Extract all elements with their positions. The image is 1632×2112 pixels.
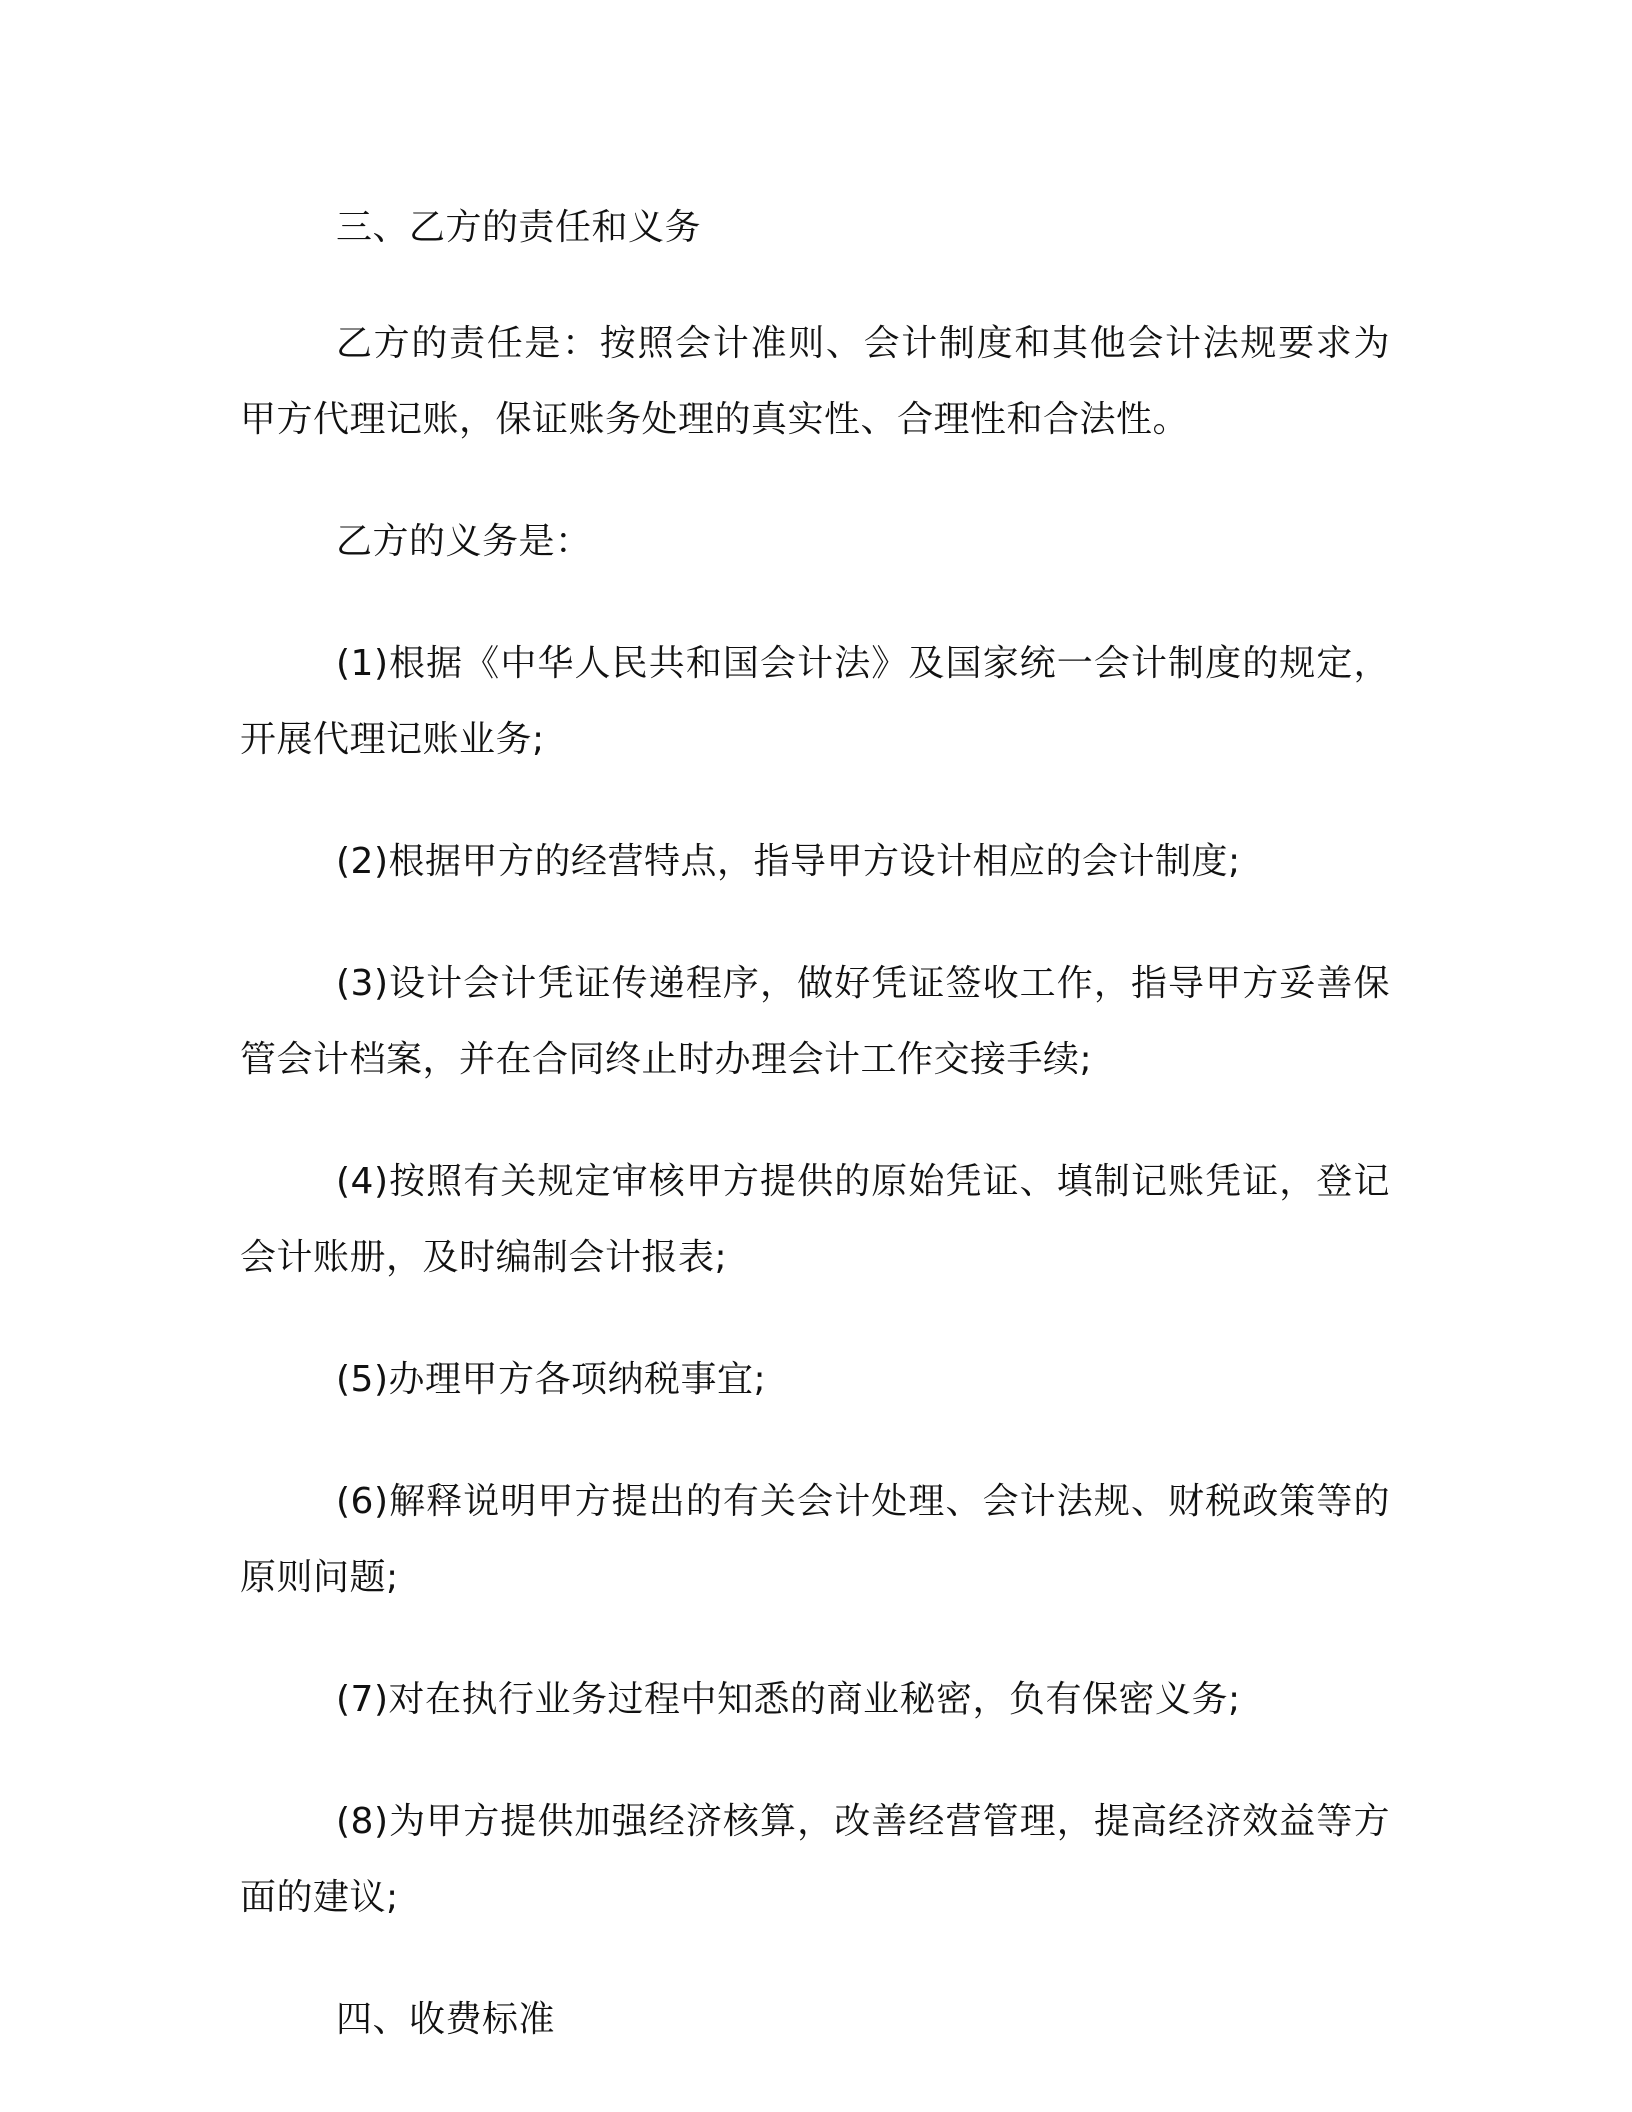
- list-item-5: (5)办理甲方各项纳税事宜;: [336, 1359, 767, 1400]
- paragraph-responsibility: 乙方的责任是：按照会计准则、会计制度和其他会计法规要求为甲方代理记账，保证账务处理的真实性、合理性和合法性。: [240, 323, 1390, 440]
- section-heading-responsibilities: 三、乙方的责任和义务: [336, 207, 702, 248]
- list-item-6: (6)解释说明甲方提出的有关会计处理、会计法规、财税政策等的原则问题;: [240, 1481, 1390, 1598]
- list-item-1: (1)根据《中华人民共和国会计法》及国家统一会计制度的规定，开展代理记账业务;: [240, 643, 1390, 760]
- list-item-2: (2)根据甲方的经营特点，指导甲方设计相应的会计制度;: [336, 841, 1241, 882]
- section-heading-fees: 四、收费标准: [336, 1999, 556, 2040]
- document-body: [240, 190, 1390, 2098]
- list-item-3: (3)设计会计凭证传递程序，做好凭证签收工作，指导甲方妥善保管会计档案，并在合同终止时办理会计工作交接手续;: [240, 963, 1390, 1080]
- list-item-4: (4)按照有关规定审核甲方提供的原始凭证、填制记账凭证，登记会计账册，及时编制会计报表;: [240, 1161, 1390, 1278]
- list-item-8: (8)为甲方提供加强经济核算，改善经营管理，提高经济效益等方面的建议;: [240, 1801, 1390, 1918]
- list-item-7: (7)对在执行业务过程中知悉的商业秘密，负有保密义务;: [336, 1679, 1241, 1720]
- paragraph-obligations-intro: 乙方的义务是：: [336, 521, 592, 562]
